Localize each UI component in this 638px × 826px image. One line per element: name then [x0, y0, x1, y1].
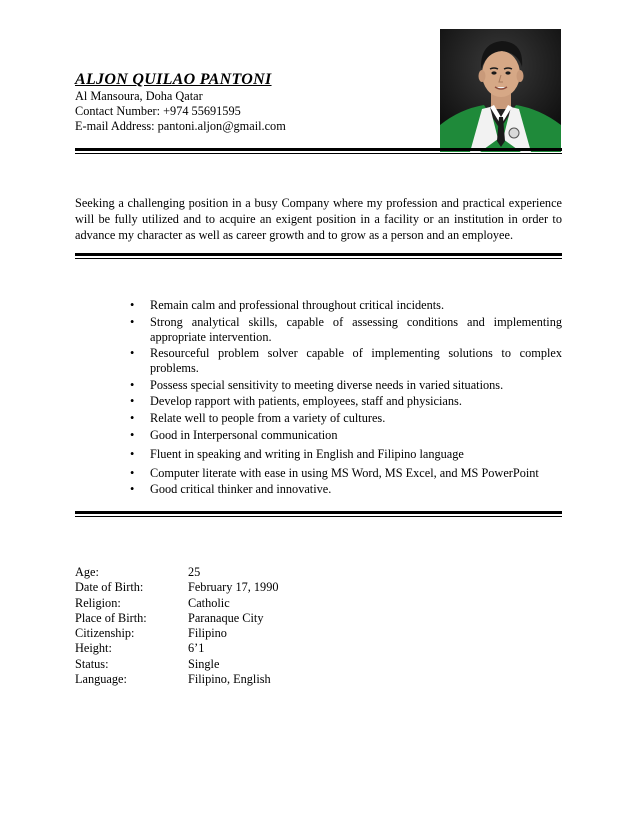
list-item	[130, 298, 562, 313]
list-item	[130, 394, 562, 409]
address: Al Mansoura, Doha Qatar	[75, 89, 203, 103]
bullet-icon: •	[130, 314, 135, 329]
info-label: Status:	[75, 656, 109, 671]
info-value: Filipino, English	[188, 672, 271, 687]
info-value: February 17, 1990	[188, 580, 279, 595]
applicant-name: ALJON QUILAO PANTONI	[75, 71, 272, 88]
bullet-icon: •	[130, 377, 135, 392]
info-value: Filipino	[188, 626, 227, 641]
bullet-icon: •	[130, 394, 135, 409]
bullet-icon: •	[130, 482, 135, 497]
skill-text: Develop rapport with patients, employees, staff and physicians.	[150, 394, 462, 409]
email-address: E-mail Address: pantoni.aljon@gmail.com	[75, 119, 286, 133]
bullet-icon: •	[130, 346, 135, 361]
info-value: Catholic	[188, 595, 230, 610]
header-divider	[75, 148, 562, 154]
info-label: Religion:	[75, 595, 121, 610]
skill-text: Strong analytical skills, capable of assessing conditions and implementing appropriate intervention.	[150, 314, 562, 344]
info-label: Age:	[75, 565, 99, 579]
info-label: Date of Birth:	[75, 580, 144, 595]
graduation-portrait-image	[440, 29, 561, 152]
info-value: Paranaque City	[188, 610, 264, 625]
contact-number: Contact Number: +974 55691595	[75, 104, 241, 118]
list-item	[130, 315, 562, 345]
skill-text: Good in Interpersonal communication	[150, 427, 338, 442]
bullet-icon: •	[130, 446, 135, 461]
info-value: 25	[188, 565, 201, 579]
profile-photo	[440, 29, 561, 152]
bullet-icon: •	[130, 410, 135, 425]
info-value: Single	[188, 656, 220, 671]
list-item	[130, 378, 562, 393]
info-label: Citizenship:	[75, 626, 135, 641]
info-label: Language:	[75, 672, 127, 687]
skill-text: Resourceful problem solver capable of implementing solutions to complex problems.	[150, 346, 562, 376]
skill-text: Computer literate with ease in using MS Word, MS Excel, and MS PowerPoint	[150, 465, 539, 480]
list-item	[130, 428, 562, 443]
info-label: Place of Birth:	[75, 610, 147, 625]
list-item	[130, 447, 562, 462]
list-item	[130, 411, 562, 426]
skill-text: Relate well to people from a variety of cultures.	[150, 410, 386, 425]
info-label: Height:	[75, 641, 112, 656]
bullet-icon: •	[130, 427, 135, 442]
info-value: 6’1	[188, 641, 205, 656]
skill-text: Good critical thinker and innovative.	[150, 482, 332, 497]
list-item	[130, 466, 562, 481]
career-objective: Seeking a challenging position in a busy Company where my profession and practical experience will be fully utilized and to acquire an exigent position in a facility or an institution in order to advance my character as well as career growth and to grow as a person and an employee.	[75, 196, 562, 242]
bullet-icon: •	[130, 298, 135, 312]
list-item	[130, 482, 562, 497]
list-item	[130, 346, 562, 376]
skill-text: Fluent in speaking and writing in English and Filipino language	[150, 446, 464, 461]
objective-divider	[75, 253, 562, 259]
skill-text: Possess special sensitivity to meeting diverse needs in varied situations.	[150, 377, 504, 392]
bullet-icon: •	[130, 465, 135, 480]
skills-divider	[75, 511, 562, 517]
skills-list	[130, 298, 562, 499]
skill-text: Remain calm and professional throughout critical incidents.	[150, 298, 445, 312]
